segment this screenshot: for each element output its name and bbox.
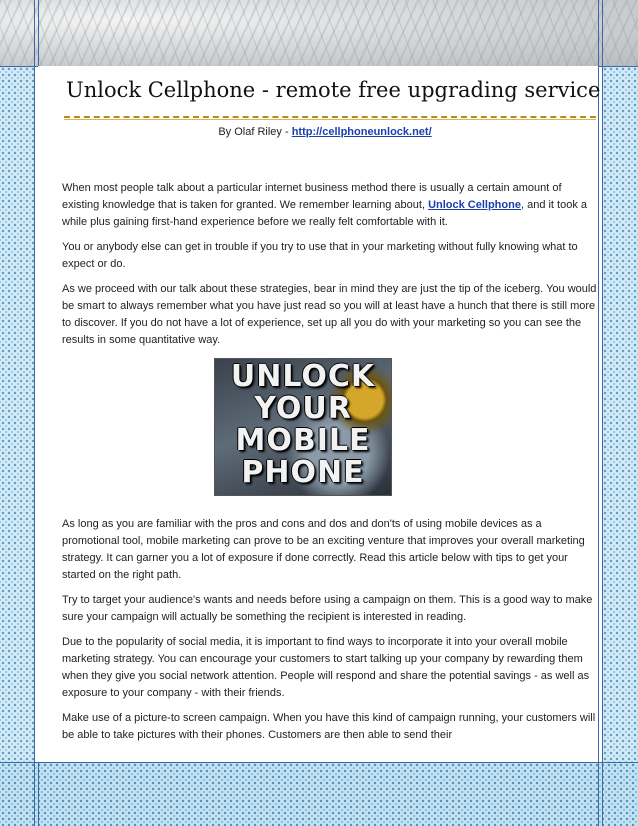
main-section — [62, 516, 598, 752]
bottom-frame-line — [0, 762, 638, 763]
byline — [38, 126, 598, 138]
intro-section — [62, 180, 598, 357]
page-title: Unlock Cellphone - remote free upgrading service — [66, 78, 601, 102]
right-pattern-border — [602, 0, 638, 826]
paragraph-1 — [62, 180, 598, 231]
title-underline — [64, 116, 596, 118]
paragraph-4: As long as you are familiar with the pros and cons and dos and don'ts of using mobile devices as a promotional tool, mobile marketing can prove to be an exciting venture that improves your overall marketing strategy. It can garner you a lot of exposure if done correctly. Read this article below with tips to get your started on the right path. — [62, 518, 585, 581]
paragraph-1-text-a: When most people talk about a particular internet business method there is usually a certain amount of existing knowledge that is taken for granted. We remember learning about, — [62, 182, 562, 211]
promo-line-1: UNLOCK — [230, 359, 376, 394]
promo-line-4: PHONE — [241, 455, 365, 490]
promo-line-2: YOUR — [254, 391, 352, 426]
bottom-pattern-band — [0, 762, 638, 826]
paragraph-1-text-b: , and it took a while plus gaining first-hand experience before we really felt comfortable with it. — [62, 199, 588, 228]
document-page — [38, 66, 601, 762]
paragraph-2: You or anybody else can get in trouble if you try to use that in your marketing without fully knowing what to expect or do. — [62, 241, 578, 270]
paragraph-7: Make use of a picture-to screen campaign. When you have this kind of campaign running, your customers will be able to take pictures with their phones. Customers are then able to send their — [62, 712, 596, 741]
promo-line-3: MOBILE — [235, 423, 371, 458]
paragraph-3: As we proceed with our talk about these strategies, bear in mind they are just the tip of the iceberg. You would be smart to always remember what you have just read so you will at least have a hunch that there is still more to discover. If you do not have a lot of experience, set up all you do with your marketing so you can see the results in some quantitative way. — [62, 283, 597, 346]
unlock-cellphone-link[interactable]: Unlock Cellphone — [428, 199, 521, 211]
marble-header-banner — [0, 0, 638, 66]
left-pattern-border — [0, 0, 34, 826]
byline-author: By Olaf Riley - — [218, 126, 292, 138]
paragraph-6: Due to the popularity of social media, it is important to find ways to incorporate it into your overall mobile marketing strategy. You can encourage your customers to start talking up your company by rewarding them when they give you social network attention. People will respond and share the potential savings - as well as exposure to your company - with their friends. — [62, 636, 590, 699]
unlock-phone-promo-image — [214, 358, 392, 496]
title-underline-secondary — [64, 119, 596, 120]
right-frame-line — [598, 0, 603, 826]
paragraph-5: Try to target your audience's wants and needs before using a campaign on them. This is a good way to make sure your campaign will actually be something the recipient is interested in reading. — [62, 594, 593, 623]
byline-url-link[interactable]: http://cellphoneunlock.net/ — [291, 126, 432, 138]
